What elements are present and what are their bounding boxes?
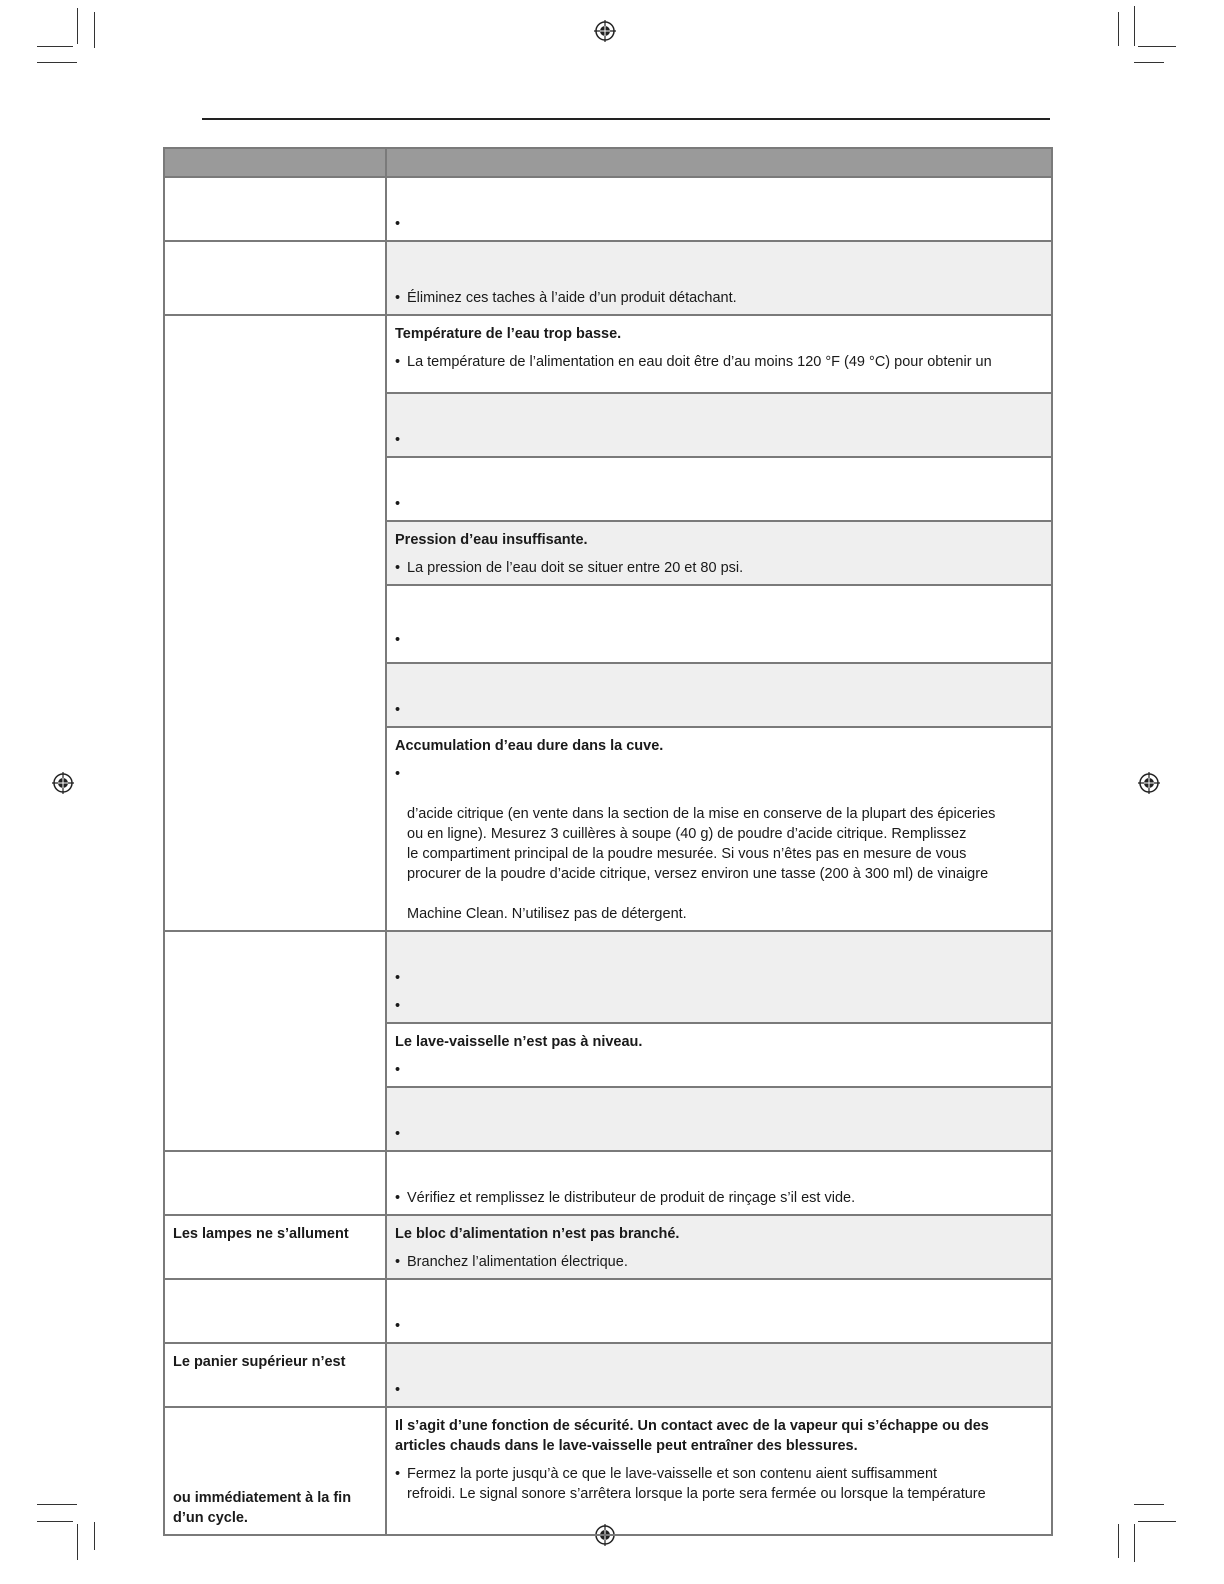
crop-mark: [77, 1524, 78, 1560]
crop-mark: [1138, 46, 1176, 47]
problem-cell: [164, 1407, 386, 1535]
table-header-row: [164, 148, 1052, 177]
solution-cell: [386, 1087, 1052, 1151]
solution-bullet: [395, 430, 1043, 450]
problem-cell: [164, 315, 386, 931]
table-row: [164, 1343, 1052, 1407]
cause-title: Accumulation d’eau dure dans la cuve.: [395, 738, 664, 754]
crop-mark: [94, 12, 95, 48]
registration-mark-icon: [594, 20, 616, 42]
cause-title: Pression d’eau insuffisante.: [395, 532, 588, 548]
solution-cell: [386, 1407, 1052, 1535]
solution-bullet: • Branchez l’alimentation électrique.: [395, 1252, 1043, 1272]
solution-bullet: [395, 1316, 1043, 1336]
solution-bullet: • Éliminez ces taches à l’aide d’un produit détachant.: [395, 288, 1043, 308]
solution-cell: [386, 1215, 1052, 1279]
solution-cell: [386, 585, 1052, 663]
solution-cell: [386, 1343, 1052, 1407]
problem-text: ou immédiatement à la fin: [173, 1490, 352, 1506]
problem-text: Les lampes ne s’allument: [173, 1226, 349, 1242]
registration-mark-icon: [52, 772, 74, 794]
crop-mark: [1118, 12, 1119, 46]
solution-bullet: [395, 764, 1043, 784]
problem-cell: [164, 177, 386, 241]
crop-mark: [37, 1521, 73, 1522]
crop-mark: [1134, 6, 1135, 46]
problem-cell: [164, 1215, 386, 1279]
problem-cell: [164, 1343, 386, 1407]
cause-title: Il s’agit d’une fonction de sécurité. Un contact avec de la vapeur qui s’échappe ou des: [395, 1418, 989, 1434]
table-row: [164, 1151, 1052, 1215]
crop-mark: [1134, 1524, 1135, 1562]
cause-title: Le lave-vaisselle n’est pas à niveau.: [395, 1034, 643, 1050]
header-problem-cell: [164, 148, 386, 177]
solution-bullet: • La pression de l’eau doit se situer entre 20 et 80 psi.: [395, 558, 1043, 578]
crop-mark: [37, 46, 73, 47]
problem-cell: [164, 931, 386, 1151]
crop-mark: [1138, 1521, 1176, 1522]
crop-mark: [1134, 62, 1164, 63]
solution-bullet: [395, 1124, 1043, 1144]
solution-bullet: [395, 1060, 1043, 1080]
solution-bullet: [395, 214, 1043, 234]
solution-text: ou en ligne). Mesurez 3 cuillères à soupe (40 g) de poudre d’acide citrique. Remplissez: [407, 826, 967, 842]
solution-cell: [386, 1279, 1052, 1343]
solution-text: d’acide citrique (en vente dans la section de la mise en conserve de la plupart des épiceries: [407, 806, 996, 822]
crop-mark: [37, 62, 77, 63]
problem-cell: [164, 241, 386, 315]
solution-cell: [386, 1151, 1052, 1215]
solution-bullet: [395, 630, 1043, 650]
solution-cell: [386, 393, 1052, 457]
header-rule: [202, 118, 1050, 120]
table-row: [164, 315, 1052, 393]
table-row: [164, 241, 1052, 315]
header-cause-solution-cell: [386, 148, 1052, 177]
solution-cell: [386, 521, 1052, 585]
solution-bullet: [395, 700, 1043, 720]
cause-title: Température de l’eau trop basse.: [395, 326, 622, 342]
solution-text: procurer de la poudre d’acide citrique, versez environ une tasse (200 à 300 ml) de vinaigre: [407, 866, 989, 882]
solution-bullet: • Fermez la porte jusqu’à ce que le lave-vaisselle et son contenu aient suffisamment: [395, 1464, 1043, 1484]
table-row: [164, 1279, 1052, 1343]
crop-mark: [94, 1522, 95, 1550]
registration-mark-icon: [1138, 772, 1160, 794]
solution-bullet: [395, 1380, 1043, 1400]
problem-cell: [164, 1151, 386, 1215]
solution-cell: [386, 241, 1052, 315]
cause-title: articles chauds dans le lave-vaisselle peut entraîner des blessures.: [395, 1438, 858, 1454]
problem-cell: [164, 1279, 386, 1343]
solution-text: le compartiment principal de la poudre mesurée. Si vous n’êtes pas en mesure de vous: [407, 846, 967, 862]
solution-cell: [386, 663, 1052, 727]
table-row: [164, 177, 1052, 241]
table-row: [164, 1215, 1052, 1279]
solution-cell: [386, 177, 1052, 241]
crop-mark: [37, 1504, 77, 1505]
crop-mark: [77, 8, 78, 44]
solution-cell: [386, 457, 1052, 521]
solution-cell: [386, 315, 1052, 393]
table-row: [164, 1407, 1052, 1535]
solution-bullet: • La température de l’alimentation en eau doit être d’au moins 120 °F (49 °C) pour obtenir un: [395, 352, 1043, 372]
solution-bullet: [395, 968, 1043, 988]
problem-text: Le panier supérieur n’est: [173, 1354, 346, 1370]
solution-bullet: [395, 494, 1043, 514]
solution-cell: [386, 931, 1052, 1023]
cause-title: Le bloc d’alimentation n’est pas branché.: [395, 1226, 680, 1242]
problem-text: d’un cycle.: [173, 1510, 248, 1526]
crop-mark: [1118, 1524, 1119, 1558]
troubleshooting-table: [163, 147, 1053, 1536]
solution-cell: [386, 727, 1052, 931]
solution-text: refroidi. Le signal sonore s’arrêtera lorsque la porte sera fermée ou lorsque la température: [407, 1486, 986, 1502]
solution-bullet: [395, 996, 1043, 1016]
table-row: [164, 931, 1052, 1023]
solution-bullet: • Vérifiez et remplissez le distributeur de produit de rinçage s’il est vide.: [395, 1188, 1043, 1208]
solution-cell: [386, 1023, 1052, 1087]
solution-text: Machine Clean. N’utilisez pas de détergent.: [407, 906, 687, 922]
crop-mark: [1134, 1504, 1164, 1505]
